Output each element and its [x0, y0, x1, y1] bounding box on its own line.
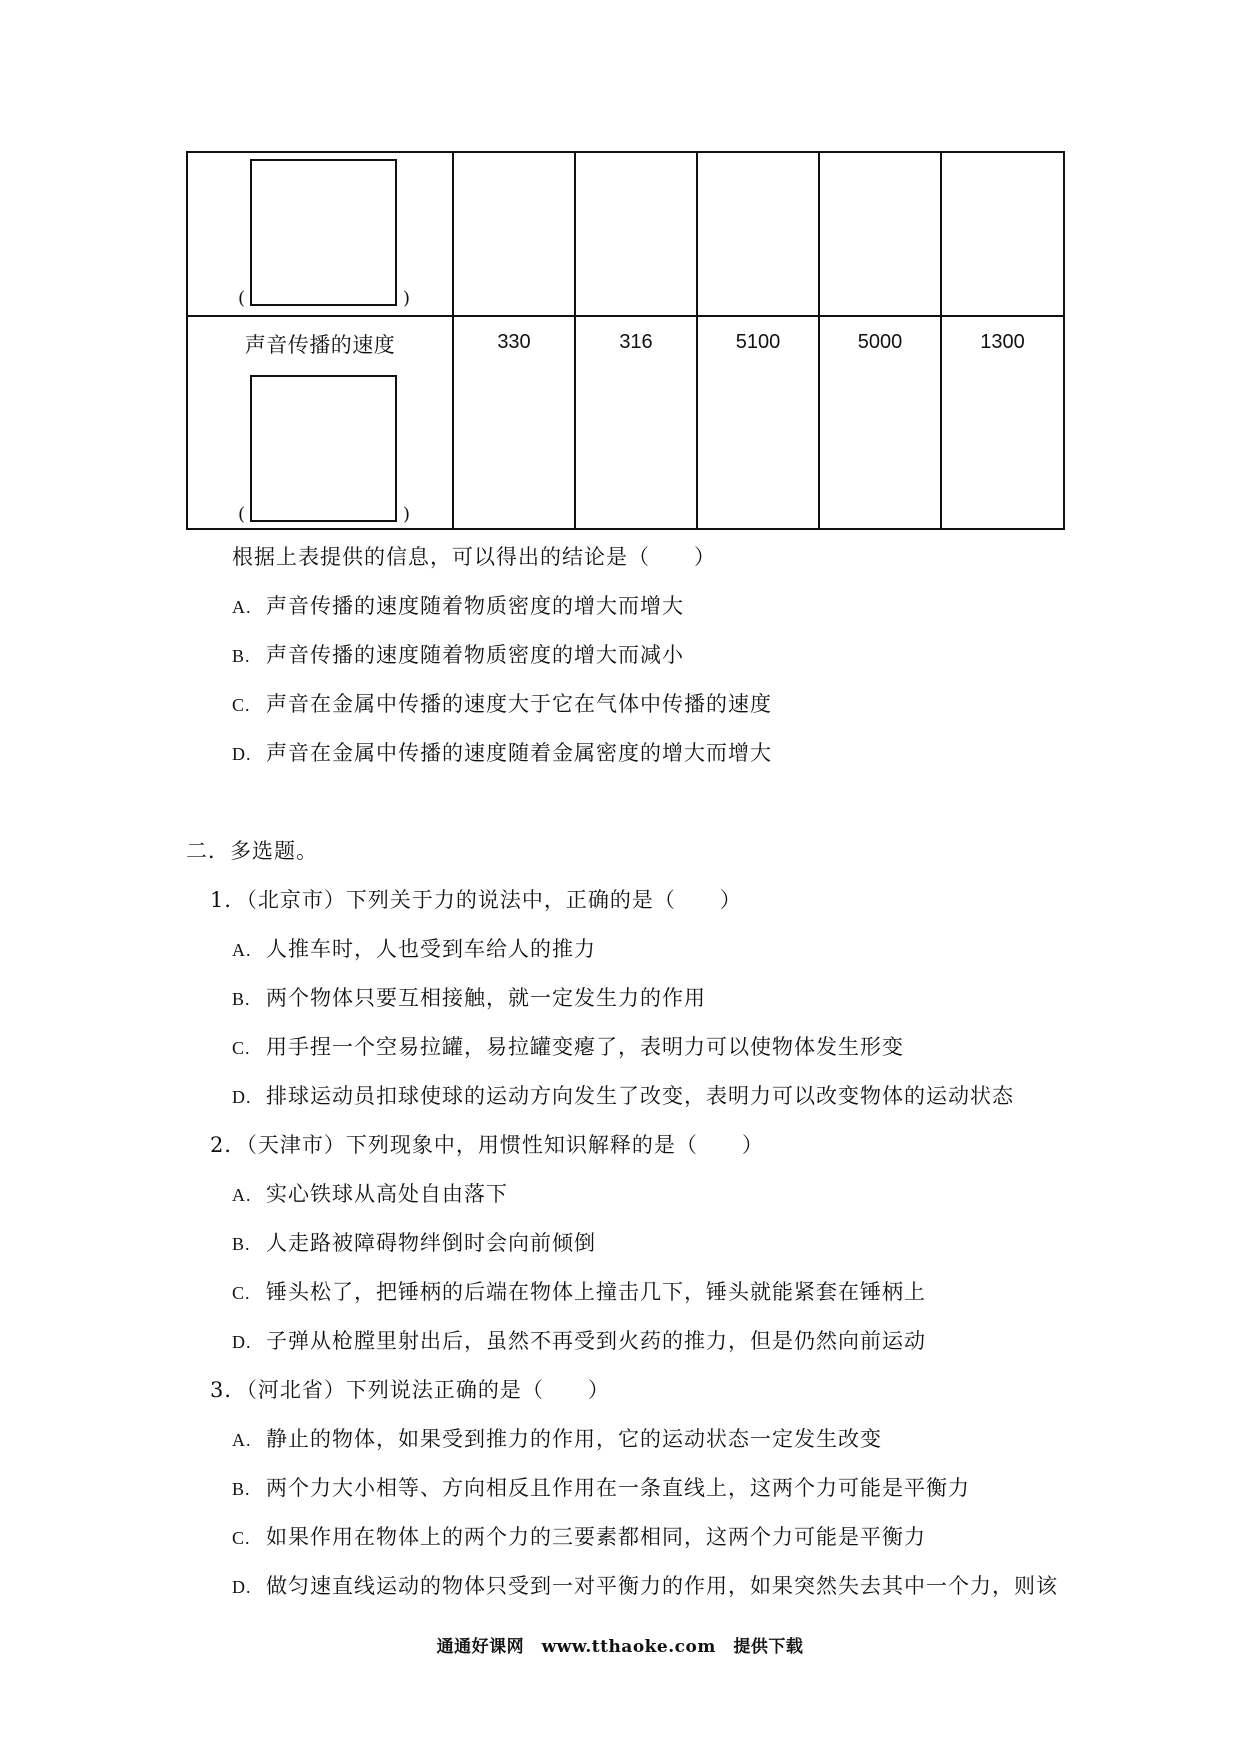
- option-letter: D.: [232, 1087, 252, 1107]
- speed-value: 1300: [941, 316, 1064, 529]
- option-b: [232, 1227, 596, 1257]
- option-text: 锤头松了，把锤柄的后端在物体上撞击几下，锤头就能紧套在锤柄上: [266, 1280, 926, 1304]
- speed-value: 5100: [697, 316, 819, 529]
- option-letter: A.: [232, 1430, 252, 1450]
- table-cell: [453, 152, 575, 316]
- option-letter: B.: [232, 1234, 251, 1254]
- table-cell: [697, 152, 819, 316]
- paren-open: (: [238, 288, 246, 309]
- option-letter: A.: [232, 1185, 252, 1205]
- table-row: [187, 152, 1064, 316]
- table-cell: [819, 152, 941, 316]
- image-placeholder: [238, 369, 410, 525]
- question-stem: 2．（天津市）下列现象中，用惯性知识解释的是（ ）: [210, 1133, 764, 1157]
- table-row: [187, 316, 1064, 529]
- option-letter: A.: [232, 940, 252, 960]
- option-c: [232, 1276, 926, 1306]
- page-footer: 通通好课网 www.tthaoke.com 提供下载: [436, 1637, 804, 1657]
- option-text: 人推车时，人也受到车给人的推力: [266, 937, 596, 961]
- image-box: [250, 375, 397, 522]
- paren-close: ): [402, 504, 410, 525]
- option-text: 两个力大小相等、方向相反且作用在一条直线上，这两个力可能是平衡力: [266, 1476, 970, 1500]
- option-d: [232, 1325, 926, 1355]
- option-c: [232, 688, 772, 718]
- question-stem: 1．（北京市）下列关于力的说法中，正确的是（ ）: [210, 888, 742, 912]
- option-letter: D.: [232, 744, 252, 764]
- option-text: 人走路被障碍物绊倒时会向前倾倒: [266, 1231, 596, 1255]
- option-letter: C.: [232, 1038, 251, 1058]
- option-text: 声音传播的速度随着物质密度的增大而减小: [266, 643, 684, 667]
- option-text: 两个物体只要互相接触，就一定发生力的作用: [266, 986, 706, 1010]
- option-text: 静止的物体，如果受到推力的作用，它的运动状态一定发生改变: [266, 1427, 882, 1451]
- option-text: 如果作用在物体上的两个力的三要素都相同，这两个力可能是平衡力: [266, 1525, 926, 1549]
- paren-close: ): [402, 288, 410, 309]
- option-letter: C.: [232, 695, 251, 715]
- sound-speed-table: [186, 151, 1065, 530]
- option-text: 实心铁球从高处自由落下: [266, 1182, 508, 1206]
- row-label: 声音传播的速度: [244, 333, 396, 357]
- option-d: [232, 1570, 1058, 1600]
- option-a: [232, 590, 684, 620]
- section-title: 二．多选题。: [186, 839, 318, 863]
- option-letter: A.: [232, 597, 252, 617]
- option-letter: B.: [232, 1479, 251, 1499]
- option-letter: C.: [232, 1528, 251, 1548]
- table-cell: [941, 152, 1064, 316]
- option-b: [232, 982, 706, 1012]
- table-cell-image: [187, 152, 453, 316]
- option-text: 声音传播的速度随着物质密度的增大而增大: [266, 594, 684, 618]
- option-d: [232, 1080, 1014, 1110]
- option-letter: B.: [232, 989, 251, 1009]
- question-stem: 根据上表提供的信息，可以得出的结论是（ ）: [232, 545, 716, 569]
- option-b: [232, 639, 684, 669]
- option-d: [232, 737, 772, 767]
- option-a: [232, 933, 596, 963]
- option-text: 排球运动员扣球使球的运动方向发生了改变，表明力可以改变物体的运动状态: [266, 1084, 1014, 1108]
- table-cell: [575, 152, 697, 316]
- table-cell-label: [187, 316, 453, 529]
- option-c: [232, 1521, 926, 1551]
- option-a: [232, 1178, 508, 1208]
- option-letter: D.: [232, 1577, 252, 1597]
- option-letter: C.: [232, 1283, 251, 1303]
- option-letter: D.: [232, 1332, 252, 1352]
- image-box: [250, 159, 397, 306]
- option-text: 做匀速直线运动的物体只受到一对平衡力的作用，如果突然失去其中一个力，则该: [266, 1574, 1058, 1598]
- paren-open: (: [238, 504, 246, 525]
- option-letter: B.: [232, 646, 251, 666]
- option-b: [232, 1472, 970, 1502]
- option-text: 声音在金属中传播的速度随着金属密度的增大而增大: [266, 741, 772, 765]
- image-placeholder: [238, 153, 410, 309]
- option-c: [232, 1031, 904, 1061]
- option-a: [232, 1423, 882, 1453]
- speed-value: 316: [575, 316, 697, 529]
- speed-value: 5000: [819, 316, 941, 529]
- option-text: 用手捏一个空易拉罐，易拉罐变瘪了，表明力可以使物体发生形变: [266, 1035, 904, 1059]
- speed-value: 330: [453, 316, 575, 529]
- question-stem: 3．（河北省）下列说法正确的是（ ）: [210, 1378, 610, 1402]
- option-text: 声音在金属中传播的速度大于它在气体中传播的速度: [266, 692, 772, 716]
- option-text: 子弹从枪膛里射出后，虽然不再受到火药的推力，但是仍然向前运动: [266, 1329, 926, 1353]
